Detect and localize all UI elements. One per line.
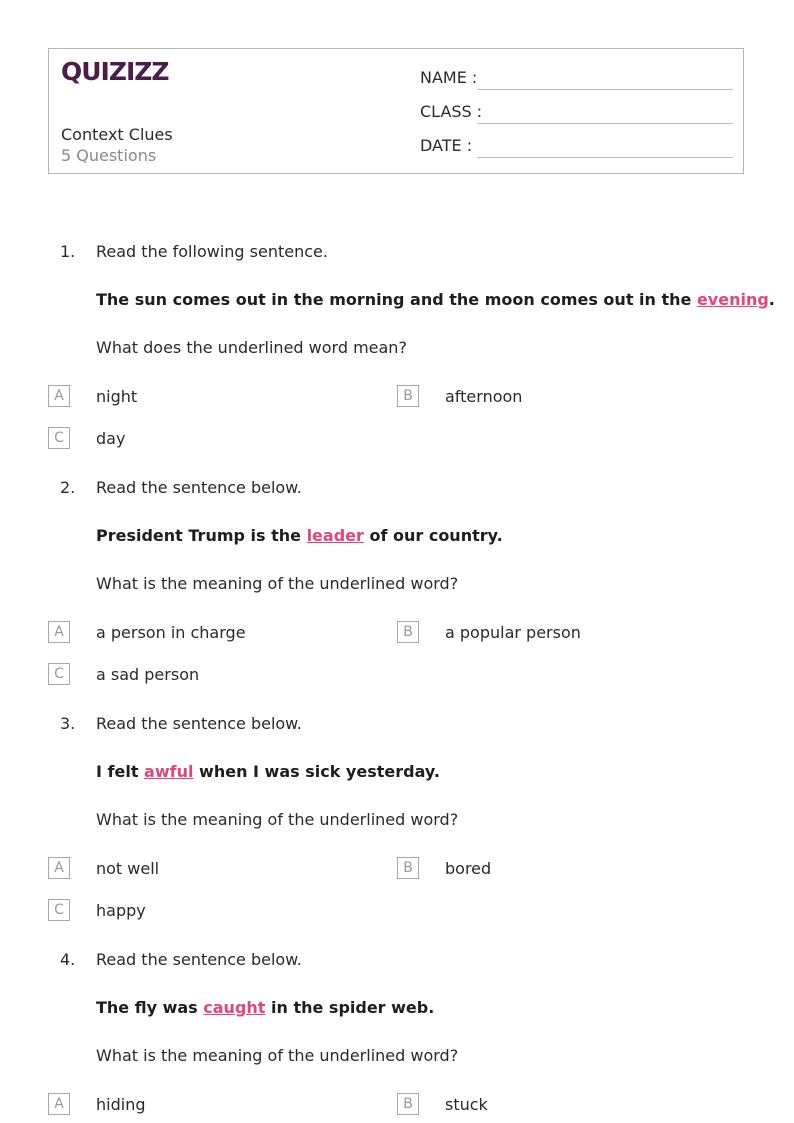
- underlined-word: leader: [306, 526, 364, 545]
- question-prompt: Read the sentence below.: [96, 714, 302, 733]
- option-a-text[interactable]: not well: [96, 859, 160, 878]
- question-ask: What is the meaning of the underlined word?: [96, 1046, 459, 1065]
- option-a-text[interactable]: hiding: [96, 1095, 146, 1114]
- sentence-after: in the spider web.: [265, 998, 435, 1017]
- option-b-text[interactable]: a popular person: [445, 623, 581, 642]
- option-a-box[interactable]: A: [48, 621, 70, 643]
- option-b-box[interactable]: B: [397, 621, 419, 643]
- question-ask: What is the meaning of the underlined word?: [96, 810, 459, 829]
- sentence-after: .: [768, 290, 775, 309]
- class-line[interactable]: [477, 123, 733, 124]
- question-number: 2.: [60, 478, 76, 497]
- class-label: CLASS :: [420, 102, 483, 121]
- question-sentence: [96, 526, 503, 545]
- name-label: NAME :: [420, 68, 478, 87]
- question-sentence: [96, 290, 775, 309]
- question-ask: What does the underlined word mean?: [96, 338, 407, 357]
- option-c-text[interactable]: day: [96, 429, 126, 448]
- sentence-after: of our country.: [363, 526, 503, 545]
- question-ask: What is the meaning of the underlined word?: [96, 574, 459, 593]
- option-c-box[interactable]: C: [48, 899, 70, 921]
- option-b-box[interactable]: B: [397, 385, 419, 407]
- option-b-text[interactable]: afternoon: [445, 387, 523, 406]
- question-number: 3.: [60, 714, 76, 733]
- sentence-before: President Trump is the: [96, 526, 307, 545]
- option-b-text[interactable]: bored: [445, 859, 492, 878]
- underlined-word: awful: [144, 762, 194, 781]
- sentence-before: The sun comes out in the morning and the moon comes out in the: [96, 290, 697, 309]
- worksheet-title: Context Clues: [61, 125, 173, 144]
- quizizz-logo: QUIZIZZ: [61, 57, 169, 86]
- question-sentence: [96, 998, 434, 1017]
- question-sentence: [96, 762, 440, 781]
- sentence-after: when I was sick yesterday.: [193, 762, 440, 781]
- option-a-text[interactable]: night: [96, 387, 138, 406]
- option-b-box[interactable]: B: [397, 857, 419, 879]
- question-count: 5 Questions: [61, 146, 157, 165]
- date-label: DATE :: [420, 136, 473, 155]
- question-number: 4.: [60, 950, 76, 969]
- option-a-box[interactable]: A: [48, 1093, 70, 1115]
- option-a-text[interactable]: a person in charge: [96, 623, 246, 642]
- date-line[interactable]: [477, 157, 733, 158]
- option-c-text[interactable]: happy: [96, 901, 146, 920]
- underlined-word: caught: [203, 998, 266, 1017]
- question-number: 1.: [60, 242, 76, 261]
- underlined-word: evening: [696, 290, 769, 309]
- option-b-box[interactable]: B: [397, 1093, 419, 1115]
- option-c-text[interactable]: a sad person: [96, 665, 200, 684]
- option-c-box[interactable]: C: [48, 663, 70, 685]
- sentence-before: I felt: [96, 762, 145, 781]
- option-a-box[interactable]: A: [48, 385, 70, 407]
- option-a-box[interactable]: A: [48, 857, 70, 879]
- question-prompt: Read the following sentence.: [96, 242, 328, 261]
- worksheet-header: [48, 48, 744, 174]
- name-line[interactable]: [477, 89, 733, 90]
- question-prompt: Read the sentence below.: [96, 950, 302, 969]
- question-prompt: Read the sentence below.: [96, 478, 302, 497]
- option-b-text[interactable]: stuck: [445, 1095, 488, 1114]
- option-c-box[interactable]: C: [48, 427, 70, 449]
- sentence-before: The fly was: [96, 998, 204, 1017]
